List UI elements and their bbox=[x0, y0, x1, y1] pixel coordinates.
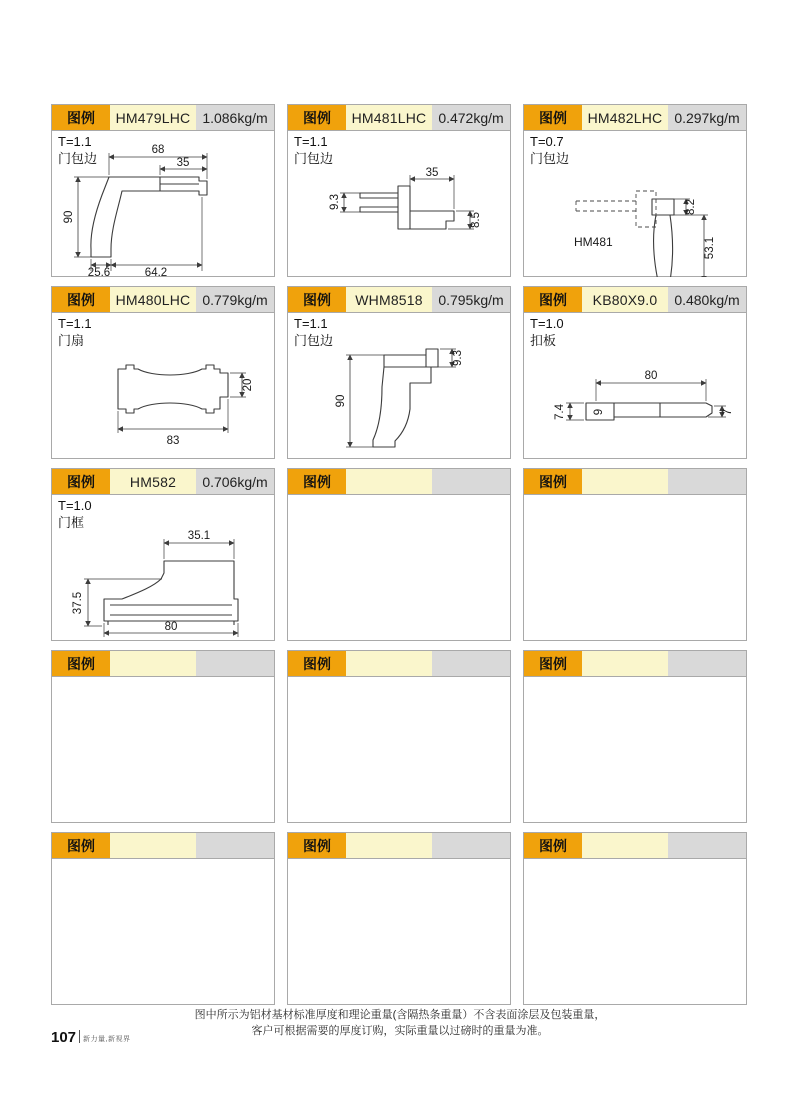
dim-label: 35 bbox=[425, 167, 439, 179]
weight-value bbox=[196, 833, 274, 858]
cell-body bbox=[288, 313, 510, 458]
page-number-divider bbox=[79, 1030, 80, 1043]
dim-label: 9.3 bbox=[452, 350, 464, 366]
dim-label: 64.2 bbox=[144, 267, 168, 277]
dim-label: 37.5 bbox=[72, 591, 84, 615]
model-code bbox=[582, 651, 668, 676]
thickness-label: T=1.1 bbox=[294, 134, 328, 149]
thickness-label: T=1.1 bbox=[58, 134, 92, 149]
cell-header bbox=[288, 287, 510, 313]
model-code: HM582 bbox=[110, 469, 196, 494]
legend-badge: 图例 bbox=[52, 105, 110, 130]
dim-label: 90 bbox=[335, 394, 347, 408]
model-code bbox=[582, 833, 668, 858]
model-code bbox=[582, 469, 668, 494]
cell-body bbox=[524, 313, 746, 458]
weight-value: 1.086kg/m bbox=[196, 105, 274, 130]
profile-outline bbox=[360, 186, 454, 229]
spec-text bbox=[58, 134, 97, 168]
extension-lines bbox=[346, 349, 456, 447]
cell-body bbox=[52, 677, 274, 822]
model-code: WHM8518 bbox=[346, 287, 432, 312]
extension-lines bbox=[84, 539, 238, 637]
profile-type-label: 门包边 bbox=[58, 150, 98, 166]
cell-body bbox=[524, 859, 746, 1004]
reference-label: HM481 bbox=[574, 235, 613, 249]
model-code: HM481LHC bbox=[346, 105, 432, 130]
cell-body bbox=[524, 495, 746, 640]
cell-body bbox=[524, 677, 746, 822]
dim-label: 35 bbox=[176, 157, 190, 169]
profile-inner-lines bbox=[160, 177, 199, 191]
legend-badge: 图例 bbox=[288, 469, 346, 494]
profile-type-label: 扣板 bbox=[530, 332, 557, 348]
profile-outline bbox=[104, 561, 238, 625]
dim-label: 8.2 bbox=[685, 199, 697, 215]
dim-label: 7.4 bbox=[554, 404, 566, 420]
page-number-block bbox=[51, 1030, 130, 1045]
dim-label: 9 bbox=[593, 408, 605, 416]
profile-cell-empty bbox=[523, 832, 747, 1005]
profile-cell-kb80x9 bbox=[523, 286, 747, 459]
legend-badge: 图例 bbox=[524, 287, 582, 312]
profile-type-label: 门框 bbox=[58, 514, 85, 530]
cell-body bbox=[288, 859, 510, 1004]
profile-cell-hm481lhc bbox=[287, 104, 511, 277]
dim-label: 7 bbox=[722, 408, 734, 416]
profile-outline bbox=[118, 365, 228, 413]
cell-header bbox=[288, 105, 510, 131]
profile-cell-empty bbox=[51, 832, 275, 1005]
legend-badge: 图例 bbox=[524, 105, 582, 130]
extension-lines bbox=[74, 153, 207, 271]
cell-header bbox=[52, 287, 274, 313]
weight-value bbox=[668, 833, 746, 858]
dim-label: 80 bbox=[164, 621, 178, 633]
weight-value: 0.779kg/m bbox=[196, 287, 274, 312]
cell-body bbox=[288, 495, 510, 640]
legend-badge: 图例 bbox=[524, 651, 582, 676]
dim-label: 53.1 bbox=[704, 236, 716, 260]
cell-header bbox=[288, 651, 510, 677]
profile-grid bbox=[51, 104, 747, 1005]
weight-value bbox=[196, 651, 274, 676]
legend-badge: 图例 bbox=[52, 833, 110, 858]
cell-header bbox=[524, 833, 746, 859]
spec-text bbox=[530, 134, 569, 168]
dim-label: 25.6 bbox=[87, 267, 111, 277]
cell-body bbox=[524, 131, 746, 276]
weight-value bbox=[432, 833, 510, 858]
profile-outline bbox=[91, 177, 207, 257]
cell-header bbox=[52, 105, 274, 131]
profile-cell-empty bbox=[523, 468, 747, 641]
cell-header bbox=[52, 651, 274, 677]
spec-text bbox=[530, 316, 564, 350]
cell-body bbox=[288, 677, 510, 822]
profile-outline bbox=[652, 199, 674, 277]
legend-badge: 图例 bbox=[288, 833, 346, 858]
profile-cell-empty bbox=[51, 650, 275, 823]
weight-value: 0.706kg/m bbox=[196, 469, 274, 494]
cell-header bbox=[524, 287, 746, 313]
dim-label: 68 bbox=[151, 144, 165, 156]
profile-cell-hm482lhc bbox=[523, 104, 747, 277]
thickness-label: T=1.1 bbox=[58, 316, 92, 331]
weight-value bbox=[432, 651, 510, 676]
model-code: HM479LHC bbox=[110, 105, 196, 130]
spec-text bbox=[58, 316, 92, 350]
weight-value: 0.795kg/m bbox=[432, 287, 510, 312]
legend-badge: 图例 bbox=[52, 651, 110, 676]
weight-value: 0.480kg/m bbox=[668, 287, 746, 312]
profile-cell-empty bbox=[287, 650, 511, 823]
dim-label: 9.3 bbox=[329, 194, 341, 210]
weight-value bbox=[668, 651, 746, 676]
model-code bbox=[110, 651, 196, 676]
profile-cell-hm480lhc bbox=[51, 286, 275, 459]
page-slogan: 新力量,新视界 bbox=[83, 1036, 131, 1043]
thickness-label: T=1.1 bbox=[294, 316, 328, 331]
profile-cell-empty bbox=[523, 650, 747, 823]
profile-type-label: 门包边 bbox=[294, 332, 334, 348]
footer-note-line1: 图中所示为铝材基材标准厚度和理论重量(含隔热条重量）不含表面涂层及包装重量， bbox=[194, 1009, 606, 1021]
spec-text bbox=[294, 134, 333, 168]
cell-header bbox=[288, 469, 510, 495]
reference-profile-dashed bbox=[576, 191, 656, 227]
profile-type-label: 门包边 bbox=[530, 150, 570, 166]
weight-value: 0.472kg/m bbox=[432, 105, 510, 130]
cell-header bbox=[288, 833, 510, 859]
dim-label: 20 bbox=[242, 378, 254, 392]
model-code: KB80X9.0 bbox=[582, 287, 668, 312]
thickness-label: T=1.0 bbox=[58, 498, 92, 513]
legend-badge: 图例 bbox=[52, 287, 110, 312]
footer-note-line2: 客户可根据需要的厚度订购，实际重量以过磅时的重量为准。 bbox=[251, 1025, 549, 1037]
profile-cell-hm582 bbox=[51, 468, 275, 641]
legend-badge: 图例 bbox=[288, 287, 346, 312]
cell-header bbox=[52, 469, 274, 495]
model-code bbox=[346, 651, 432, 676]
dim-label: 35.1 bbox=[187, 530, 211, 542]
thickness-label: T=0.7 bbox=[530, 134, 564, 149]
weight-value bbox=[432, 469, 510, 494]
cell-body bbox=[52, 313, 274, 458]
profile-cell-empty bbox=[287, 468, 511, 641]
extension-lines bbox=[566, 379, 726, 420]
cell-header bbox=[524, 105, 746, 131]
dim-label: 90 bbox=[63, 210, 75, 224]
profile-cell-hm479lhc bbox=[51, 104, 275, 277]
profile-outline bbox=[373, 349, 438, 447]
profile-type-label: 门包边 bbox=[294, 150, 334, 166]
spec-text bbox=[294, 316, 333, 350]
legend-badge: 图例 bbox=[288, 105, 346, 130]
legend-badge: 图例 bbox=[288, 651, 346, 676]
cell-body bbox=[288, 131, 510, 276]
legend-badge: 图例 bbox=[524, 833, 582, 858]
model-code bbox=[110, 833, 196, 858]
cell-body bbox=[52, 131, 274, 276]
weight-value bbox=[668, 469, 746, 494]
cell-body bbox=[52, 495, 274, 640]
legend-badge: 图例 bbox=[524, 469, 582, 494]
model-code bbox=[346, 469, 432, 494]
dim-label: 8.5 bbox=[470, 212, 482, 228]
model-code: HM480LHC bbox=[110, 287, 196, 312]
dim-label: 83 bbox=[166, 435, 180, 447]
profile-cell-empty bbox=[287, 832, 511, 1005]
thickness-label: T=1.0 bbox=[530, 316, 564, 331]
cell-header bbox=[52, 833, 274, 859]
weight-value: 0.297kg/m bbox=[668, 105, 746, 130]
model-code bbox=[346, 833, 432, 858]
cell-header bbox=[524, 651, 746, 677]
page-number: 107 bbox=[51, 1029, 77, 1046]
cell-body bbox=[52, 859, 274, 1004]
profile-type-label: 门扇 bbox=[58, 332, 85, 348]
dim-label: 80 bbox=[644, 370, 658, 382]
spec-text bbox=[58, 498, 92, 532]
legend-badge: 图例 bbox=[52, 469, 110, 494]
cell-header bbox=[524, 469, 746, 495]
profile-cell-whm8518 bbox=[287, 286, 511, 459]
model-code: HM482LHC bbox=[582, 105, 668, 130]
